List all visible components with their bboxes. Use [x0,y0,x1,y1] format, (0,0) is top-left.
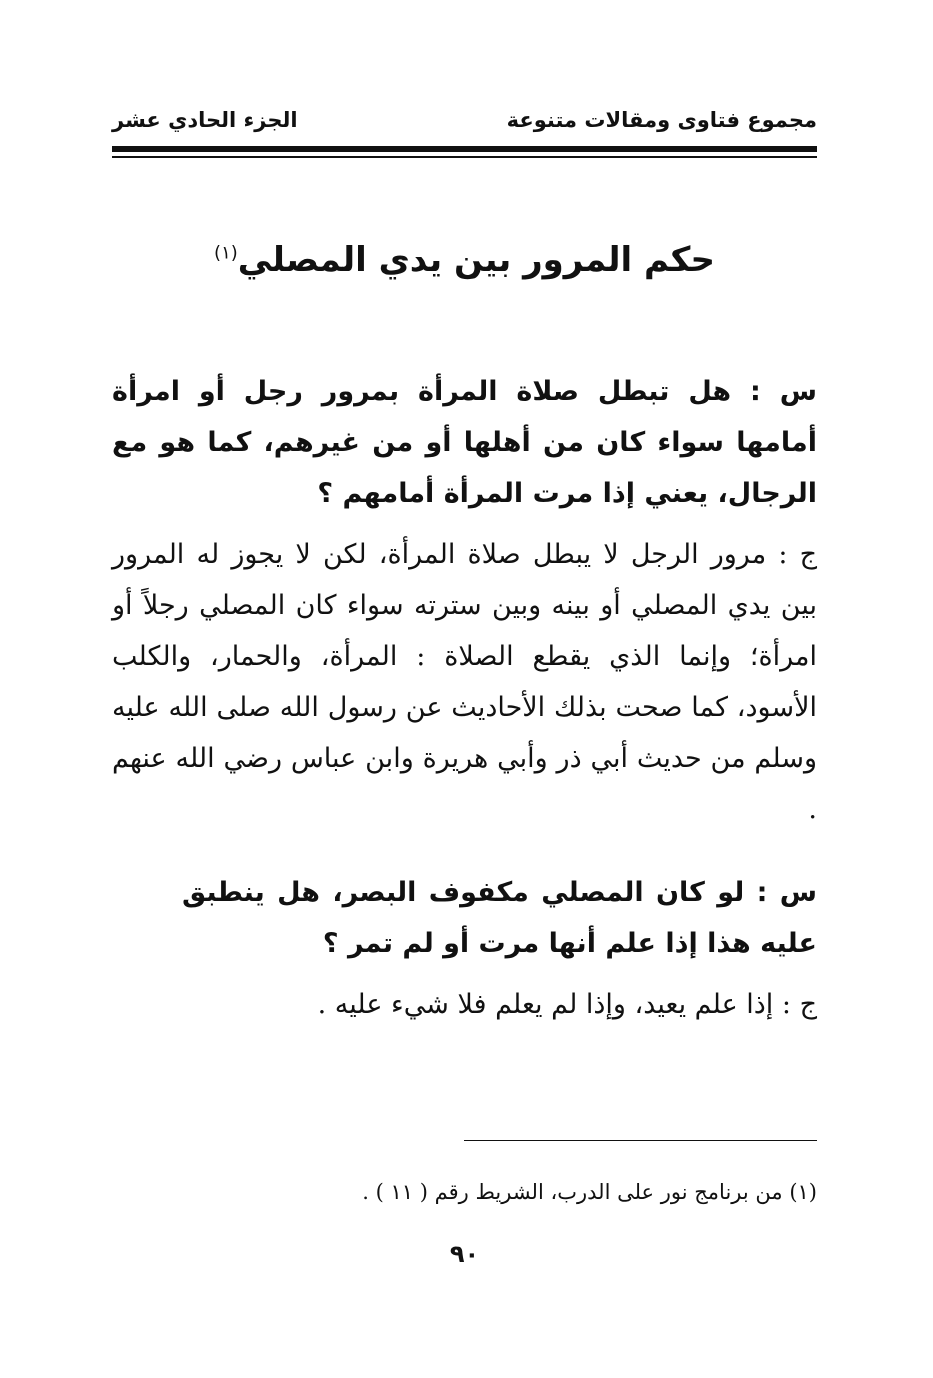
title-footnote-marker: (١) [214,242,238,264]
section-title-text: حكم المرور بين يدي المصلي [237,240,715,280]
answer-1: ج : مرور الرجل لا يبطل صلاة المرأة، لكن لا يجوز له المرور بين يدي المصلي أو بينه وبين سترته سواء كان المصلي رجلاً أو امرأة؛ وإنما الذي يقطع الصلاة : المرأة، والحمار، والكلب الأسود، كما صحت بذلك الأحاديث عن رسول الله صلى الله عليه وسلم من حديث أبي ذر وأبي هريرة وابن عباس رضي الله عنهم . [112,539,817,825]
section-title [112,240,817,280]
header-rule-thin [112,156,817,158]
running-header [112,108,817,142]
volume-label: الجزء الحادي عشر [112,108,298,132]
question-2: س : لو كان المصلي مكفوف البصر، هل ينطبق عليه هذا إذا علم أنها مرت أو لم تمر ؟ [182,877,817,959]
header-rule-thick [112,146,817,152]
page-number: ٩٠ [449,1240,480,1268]
footnote-divider [464,1140,817,1141]
answer-2: ج : إذا علم يعيد، وإذا لم يعلم فلا شيء عليه . [317,989,817,1020]
book-title: مجموع فتاوى ومقالات متنوعة [506,108,817,132]
main-content [112,366,817,1040]
footnote: (١) من برنامج نور على الدرب، الشريط رقم ( ١١ ) . [362,1180,817,1204]
question-1: س : هل تبطل صلاة المرأة بمرور رجل أو امرأة أمامها سواء كان من أهلها أو من غيرهم، كما هو مع الرجال، يعني إذا مرت المرأة أمامهم ؟ [112,376,817,509]
